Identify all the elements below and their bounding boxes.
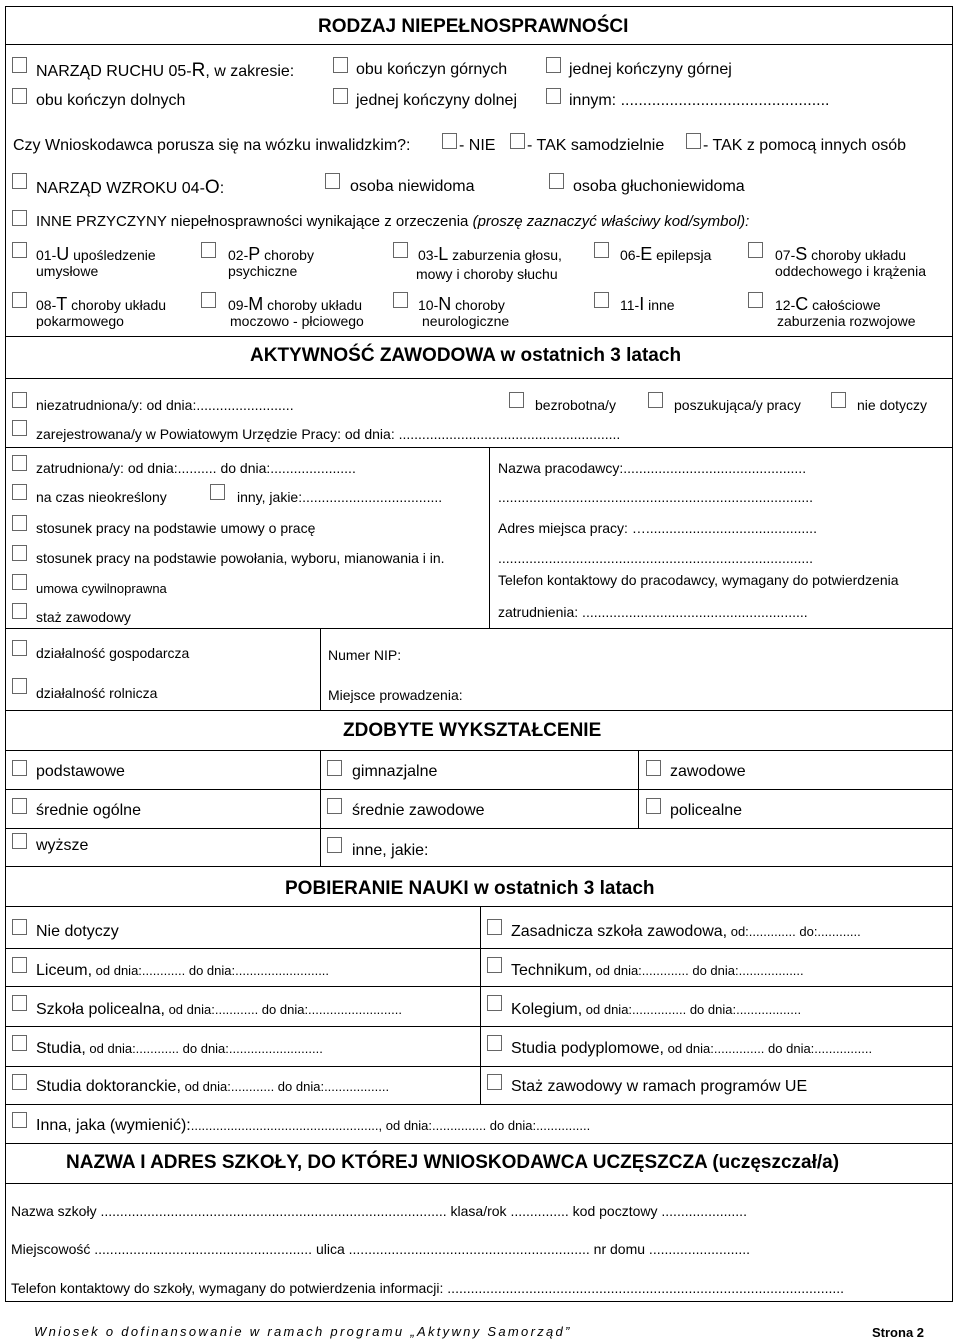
code-t-checkbox[interactable] <box>12 292 27 308</box>
civil-contract-label: umowa cywilnoprawna <box>36 581 167 596</box>
code-u-checkbox[interactable] <box>12 242 27 258</box>
edu-primary-checkbox[interactable] <box>12 760 27 776</box>
divider <box>5 447 953 448</box>
code-c-label: 12-C całościowe <box>775 294 881 314</box>
lower-limbs-label: obu kończyn dolnych <box>36 92 186 109</box>
study-none-label: Nie dotyczy <box>36 923 119 940</box>
divider <box>5 628 953 629</box>
blind-label: osoba niewidoma <box>350 178 475 195</box>
divider <box>489 447 490 628</box>
nip-field[interactable]: Numer NIP: <box>328 647 402 663</box>
not-applicable-label: nie dotyczy <box>857 397 928 413</box>
code-i-label: 11-I inne <box>620 294 675 314</box>
code-l-label-2: mowy i choroby słuchu <box>416 266 558 282</box>
divider <box>5 1183 953 1184</box>
code-l-label: 03-L zaburzenia głosu, <box>418 244 562 264</box>
study-postgraduate-label: Studia podyplomowe, od dnia:.............. do dnia:................ <box>511 1040 873 1057</box>
edu-general-secondary-checkbox[interactable] <box>12 798 27 814</box>
employer-address-field-2[interactable]: ................................................................................. <box>498 550 814 566</box>
registered-label: zarejestrowana/y w Powiatowym Urzędzie Pracy: od dnia: ......................................................... <box>36 426 621 442</box>
other-contract-checkbox[interactable] <box>210 484 225 500</box>
other-causes-label: INNE PRZYCZYNY niepełnosprawności wynikające z orzeczenia (proszę zaznaczyć właściwy kod/symbol): <box>36 213 750 230</box>
study-post-secondary-checkbox[interactable] <box>12 995 27 1011</box>
divider <box>5 986 953 987</box>
deafblind-checkbox[interactable] <box>549 173 564 189</box>
divider <box>5 1143 953 1144</box>
place-field[interactable]: Miejsce prowadzenia: <box>328 687 463 703</box>
divider <box>5 1104 953 1105</box>
appointment-label: stosunek pracy na podstawie powołania, wyboru, mianowania i in. <box>36 550 445 566</box>
code-c-checkbox[interactable] <box>748 292 763 308</box>
study-university-label: Studia, od dnia:............ do dnia:.......................... <box>36 1040 323 1057</box>
internship-label: staż zawodowy <box>36 609 131 625</box>
study-lyceum-checkbox[interactable] <box>12 957 27 973</box>
study-college-label: Kolegium, od dnia:............... do dnia:.................. <box>511 1001 802 1018</box>
vision-label: NARZĄD WZROKU 04-O: <box>36 177 225 198</box>
code-s-label-2: oddechowego i krążenia <box>775 263 926 279</box>
divider <box>5 378 953 379</box>
code-t-label: 08-T choroby układu <box>36 294 167 314</box>
divider <box>5 44 953 45</box>
school-section-title: NAZWA I ADRES SZKOŁY, DO KTÓREJ WNIOSKODAWCA UCZĘSZCZA (uczęszczał/a) <box>66 1152 840 1173</box>
study-eu-internship-checkbox[interactable] <box>487 1074 502 1090</box>
edu-higher-label: wyższe <box>36 837 89 854</box>
seeking-checkbox[interactable] <box>648 392 663 408</box>
code-p-label-2: psychiczne <box>228 263 298 279</box>
wheelchair-help-label: - TAK z pomocą innych osób <box>703 137 907 154</box>
other-motor-label: innym: ............................................... <box>569 92 830 109</box>
internship-checkbox[interactable] <box>12 603 27 619</box>
edu-vocational-secondary-checkbox[interactable] <box>327 798 342 814</box>
code-s-checkbox[interactable] <box>748 242 763 258</box>
divider <box>5 906 953 907</box>
employed-checkbox[interactable] <box>12 455 27 471</box>
study-other-label: Inna, jaka (wymienić):...................................................., od dnia:............... do dnia:............... <box>36 1117 591 1134</box>
study-technical-checkbox[interactable] <box>487 957 502 973</box>
code-n-label-2: neurologiczne <box>422 313 510 329</box>
code-n-label: 10-N choroby <box>418 294 505 314</box>
code-p-checkbox[interactable] <box>201 242 216 258</box>
code-u-label: 01-U upośledzenie <box>36 244 156 264</box>
unemployed-checkbox[interactable] <box>12 392 27 408</box>
divider <box>5 948 953 949</box>
registered-checkbox[interactable] <box>12 420 27 436</box>
study-doctoral-label: Studia doktoranckie, od dnia:............ do dnia:.................. <box>36 1078 390 1095</box>
vision-checkbox[interactable] <box>12 173 27 189</box>
upper-limbs-checkbox[interactable] <box>333 57 348 73</box>
code-p-label: 02-P choroby <box>228 244 314 264</box>
divider <box>5 710 953 711</box>
edu-vocational-secondary-label: średnie zawodowe <box>352 802 485 819</box>
other-causes-checkbox[interactable] <box>12 210 27 226</box>
one-upper-limb-label: jednej kończyny górnej <box>569 61 732 78</box>
farming-checkbox[interactable] <box>12 678 27 694</box>
edu-middle-checkbox[interactable] <box>327 760 342 776</box>
school-name-field[interactable]: Nazwa szkoły ......................................................................................... klasa/rok ............... kod pocztowy ...................... <box>11 1203 747 1219</box>
employment-contract-checkbox[interactable] <box>12 515 27 531</box>
code-m-label: 09-M choroby układu <box>228 294 363 314</box>
jobless-checkbox[interactable] <box>509 392 524 408</box>
divider <box>5 336 953 337</box>
wheelchair-no-label: - NIE <box>459 137 496 154</box>
appointment-checkbox[interactable] <box>12 545 27 561</box>
study-eu-internship-label: Staż zawodowy w ramach programów UE <box>511 1078 808 1095</box>
unemployed-label: niezatrudniona/y: od dnia:......................... <box>36 397 294 413</box>
business-label: działalność gospodarcza <box>36 645 190 661</box>
study-doctoral-checkbox[interactable] <box>12 1074 27 1090</box>
edu-middle-label: gimnazjalne <box>352 763 438 780</box>
edu-general-secondary-label: średnie ogólne <box>36 802 141 819</box>
code-l-checkbox[interactable] <box>393 242 408 258</box>
other-motor-checkbox[interactable] <box>546 88 561 104</box>
business-checkbox[interactable] <box>12 640 27 656</box>
code-t-label-2: pokarmowego <box>36 313 124 329</box>
code-m-label-2: moczowo - płciowego <box>230 313 364 329</box>
code-c-label-2: zaburzenia rozwojowe <box>777 313 916 329</box>
edu-vocational-checkbox[interactable] <box>646 760 661 776</box>
upper-limbs-label: obu kończyn górnych <box>356 61 508 78</box>
employed-label: zatrudniona/y: od dnia:.......... do dnia:...................... <box>36 460 356 476</box>
divider <box>5 866 953 867</box>
civil-contract-checkbox[interactable] <box>12 574 27 590</box>
one-lower-limb-label: jednej kończyny dolnej <box>356 92 517 109</box>
school-city-field[interactable]: Miejscowość ........................................................ ulica .............................................................. nr domu .......................... <box>11 1241 751 1257</box>
page-number: Strona 2 <box>872 1325 925 1340</box>
jobless-label: bezrobotna/y <box>535 397 616 413</box>
other-contract-label: inny, jakie:.................................... <box>237 489 443 505</box>
study-vocational-checkbox[interactable] <box>487 919 502 935</box>
employer-name-field-2[interactable]: ................................................................................. <box>498 489 814 505</box>
study-technical-label: Technikum, od dnia:............. do dnia:.................. <box>511 962 804 979</box>
code-e-label: 06-E epilepsja <box>620 244 712 264</box>
employer-name-field[interactable]: Nazwa pracodawcy:............................................... <box>498 460 807 476</box>
not-applicable-checkbox[interactable] <box>831 392 846 408</box>
employer-phone-label: Telefon kontaktowy do pracodawcy, wymagany do potwierdzenia <box>498 572 899 588</box>
edu-primary-label: podstawowe <box>36 763 125 780</box>
code-e-checkbox[interactable] <box>594 242 609 258</box>
wheelchair-self-label: - TAK samodzielnie <box>527 137 665 154</box>
study-lyceum-label: Liceum, od dnia:............ do dnia:.......................... <box>36 962 330 979</box>
employer-phone-field[interactable]: zatrudnienia: .......................................................... <box>498 604 808 620</box>
study-university-checkbox[interactable] <box>12 1035 27 1051</box>
study-other-checkbox[interactable] <box>12 1112 27 1128</box>
edu-post-secondary-label: policealne <box>670 802 743 819</box>
edu-higher-checkbox[interactable] <box>12 833 27 849</box>
one-upper-limb-checkbox[interactable] <box>546 57 561 73</box>
edu-vocational-label: zawodowe <box>670 763 746 780</box>
divider <box>5 789 953 790</box>
divider <box>5 750 953 751</box>
deafblind-label: osoba głuchoniewidoma <box>573 178 745 195</box>
motor-checkbox[interactable] <box>12 57 27 73</box>
indefinite-label: na czas nieokreślony <box>36 489 167 505</box>
divider <box>480 906 481 1104</box>
divider <box>5 828 953 829</box>
code-u-label-2: umysłowe <box>36 263 99 279</box>
divider <box>5 1026 953 1027</box>
study-college-checkbox[interactable] <box>487 995 502 1011</box>
motor-label: NARZĄD RUCHU 05-R, w zakresie: <box>36 60 295 81</box>
education-section-title: ZDOBYTE WYKSZTAŁCENIE <box>343 720 602 741</box>
edu-other-label: inne, jakie: <box>352 842 429 859</box>
lower-limbs-checkbox[interactable] <box>12 88 27 104</box>
code-n-checkbox[interactable] <box>393 292 408 308</box>
employment-contract-label: stosunek pracy na podstawie umowy o pracę <box>36 520 316 536</box>
study-postgraduate-checkbox[interactable] <box>487 1035 502 1051</box>
work-section-title: AKTYWNOŚĆ ZAWODOWA w ostatnich 3 latach <box>250 345 682 366</box>
disability-section-title: RODZAJ NIEPEŁNOSPRAWNOŚCI <box>318 16 629 37</box>
wheelchair-no-checkbox[interactable] <box>442 133 457 149</box>
code-s-label: 07-S choroby układu <box>775 244 907 264</box>
studying-section-title: POBIERANIE NAUKI w ostatnich 3 latach <box>285 878 655 899</box>
seeking-label: poszukująca/y pracy <box>674 397 801 413</box>
edu-other-checkbox[interactable] <box>327 837 342 853</box>
blind-checkbox[interactable] <box>325 173 340 189</box>
wheelchair-help-checkbox[interactable] <box>686 133 701 149</box>
wheelchair-question: Czy Wnioskodawca porusza się na wózku inwalidzkim?: <box>13 137 411 154</box>
edu-post-secondary-checkbox[interactable] <box>646 798 661 814</box>
code-m-checkbox[interactable] <box>201 292 216 308</box>
one-lower-limb-checkbox[interactable] <box>333 88 348 104</box>
indefinite-checkbox[interactable] <box>12 484 27 500</box>
wheelchair-self-checkbox[interactable] <box>510 133 525 149</box>
employer-address-field[interactable]: Adres miejsca pracy: …............................................ <box>498 520 817 536</box>
divider <box>320 628 321 710</box>
study-vocational-label: Zasadnicza szkoła zawodowa, od:............. do:............ <box>511 923 861 940</box>
code-i-checkbox[interactable] <box>594 292 609 308</box>
school-phone-field[interactable]: Telefon kontaktowy do szkoły, wymagany do potwierdzenia informacji: ...................................................................................................... <box>11 1280 845 1296</box>
study-none-checkbox[interactable] <box>12 919 27 935</box>
footer-program: Wniosek o dofinansowanie w ramach programu „Aktywny Samorząd” <box>34 1324 572 1339</box>
study-post-secondary-label: Szkoła policealna, od dnia:............ do dnia:.......................... <box>36 1001 402 1018</box>
divider <box>5 1066 953 1067</box>
farming-label: działalność rolnicza <box>36 685 158 701</box>
divider <box>320 750 321 866</box>
